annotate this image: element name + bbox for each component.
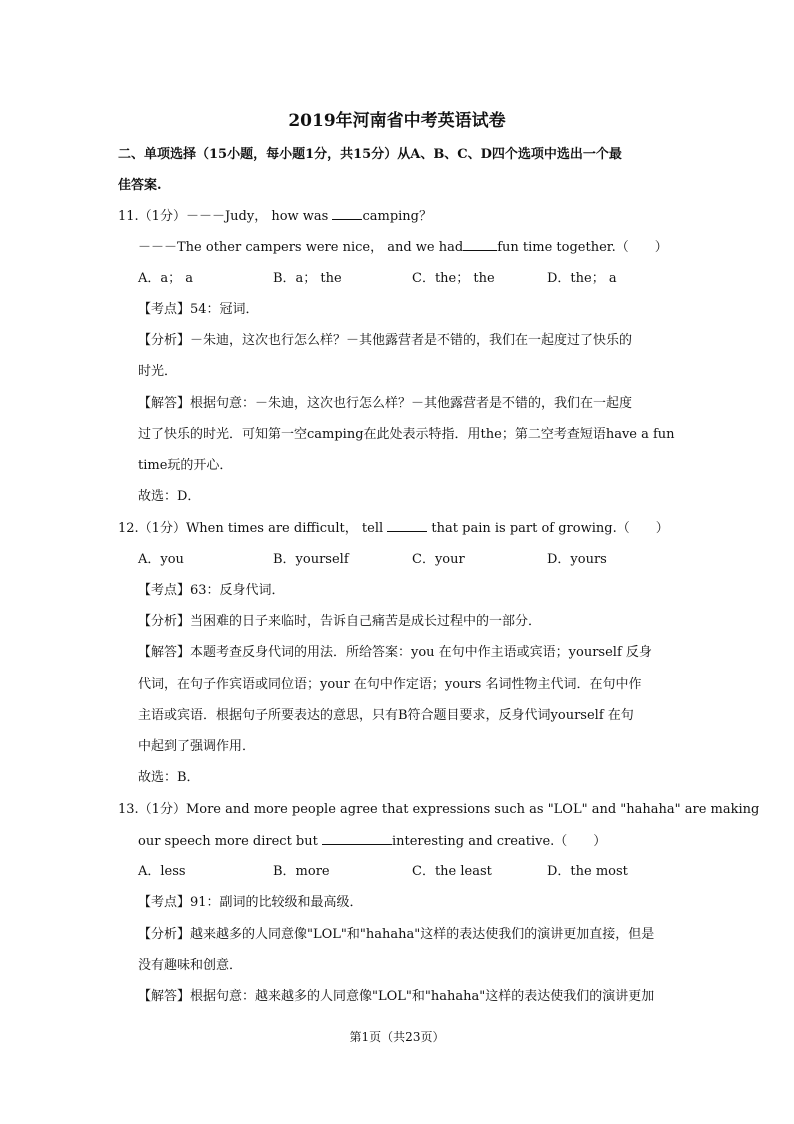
q11-stem-line2 — [138, 238, 668, 257]
q13-stem-line2 — [138, 832, 606, 851]
q11-kaodian: 【考点】54：冠词． — [138, 302, 259, 317]
q12-answer: 故选：B． — [138, 770, 200, 785]
q11-jieda-cont2: time玩的开心． — [138, 458, 233, 473]
q12-stem — [118, 519, 669, 538]
q13-option-a: A．less — [138, 864, 186, 879]
q11-stem-part2: camping？ — [362, 209, 433, 224]
q11-stem2-part2: fun time together.（ ） — [497, 240, 668, 255]
q13-fenxi-cont: 没有趣味和创意． — [138, 958, 243, 973]
q12-option-c: C．your — [412, 552, 465, 567]
answer-blank — [322, 832, 392, 845]
q11-stem — [118, 207, 432, 226]
q13-stem2-part1: our speech more direct but — [138, 834, 322, 849]
q13-option-d: D．the most — [547, 864, 628, 879]
q12-option-d: D．yours — [547, 552, 607, 567]
q11-stem-part1: 11.（1分）－－－Judy， how was — [118, 209, 333, 224]
q13-stem2-part2: interesting and creative.（ ） — [391, 834, 607, 849]
page-title: 2019年河南省中考英语试卷 — [288, 111, 506, 131]
q11-jieda: 【解答】根据句意：－朱迪，这次也行怎么样？－其他露营者是不错的，我们在一起度 — [138, 396, 633, 411]
q11-option-b: B．a； the — [273, 271, 342, 286]
section-heading-cont: 佳答案. — [118, 178, 162, 193]
q11-fenxi: 【分析】－朱迪，这次也行怎么样？－其他露营者是不错的，我们在一起度过了快乐的 — [138, 333, 633, 348]
q12-jieda: 【解答】本题考查反身代词的用法．所给答案：you 在句中作主语或宾语；yourself 反身 — [138, 645, 652, 660]
section-heading: 二、单项选择（15小题，每小题1分，共15分）从A、B、C、D四个选项中选出一个最 — [118, 147, 622, 162]
q11-option-c: C．the； the — [412, 271, 495, 286]
q12-stem-part1: 12.（1分）When times are difficult， tell — [118, 521, 388, 536]
q11-jieda-cont: 过了快乐的时光．可知第一空camping在此处表示特指．用the；第二空考查短语have a fun — [138, 427, 675, 442]
q13-jieda: 【解答】根据句意：越来越多的人同意像"LOL"和"hahaha"这样的表达使我们的演讲更加 — [138, 989, 655, 1004]
q13-stem: 13.（1分）More and more people agree that expressions such as "LOL" and "hahaha" are making — [118, 802, 760, 817]
q13-fenxi: 【分析】越来越多的人同意像"LOL"和"hahaha"这样的表达使我们的演讲更加直接，但是 — [138, 927, 655, 942]
q11-option-a: A．a； a — [138, 271, 194, 286]
q12-jieda-cont2: 主语或宾语．根据句子所要表达的意思，只有B符合题目要求，反身代词yourself 在句 — [138, 708, 634, 723]
q13-option-c: C．the least — [412, 864, 492, 879]
q11-answer: 故选：D． — [138, 489, 201, 504]
q13-option-b: B．more — [273, 864, 330, 879]
q11-stem2-part1: －－－The other campers were nice， and we had — [138, 240, 464, 255]
page-footer: 第1页（共23页） — [349, 1030, 445, 1044]
q12-stem-part2: that pain is part of growing.（ ） — [427, 521, 669, 536]
q11-option-d: D．the； a — [547, 271, 617, 286]
q12-jieda-cont: 代词，在句子作宾语或同位语；your 在句中作定语；yours 名词性物主代词．在句中作 — [138, 677, 642, 692]
q12-jieda-cont3: 中起到了强调作用． — [138, 739, 256, 754]
q12-option-b: B．yourself — [273, 552, 349, 567]
q12-kaodian: 【考点】63：反身代词． — [138, 583, 285, 598]
answer-blank — [332, 207, 362, 220]
q11-fenxi-cont: 时光． — [138, 364, 178, 379]
q12-fenxi: 【分析】当困难的日子来临时，告诉自己痛苦是成长过程中的一部分． — [138, 614, 542, 629]
answer-blank — [387, 519, 427, 532]
q13-kaodian: 【考点】91：副词的比较级和最高级． — [138, 895, 363, 910]
q12-option-a: A．you — [138, 552, 184, 567]
answer-blank — [463, 238, 497, 251]
